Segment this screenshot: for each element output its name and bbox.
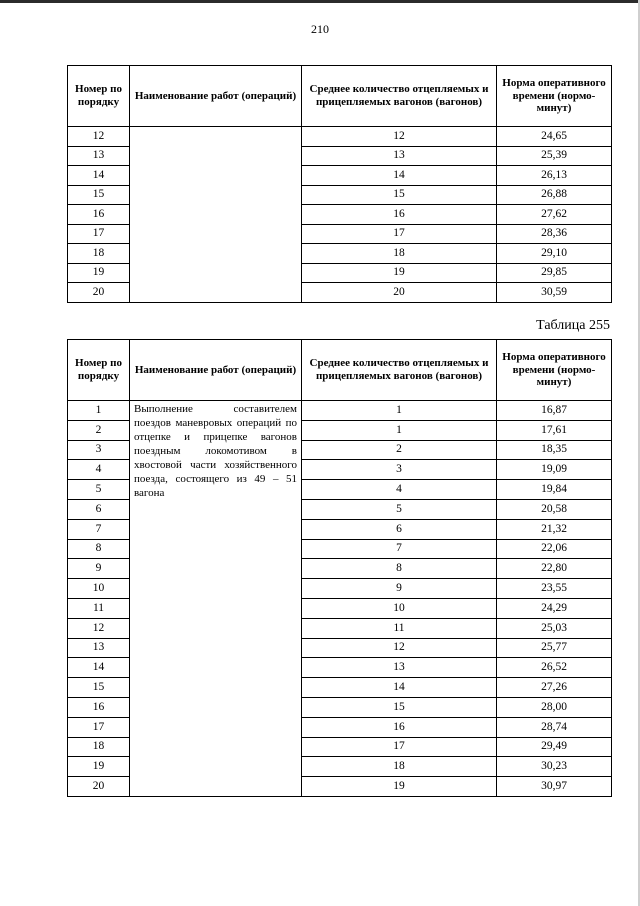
cell-avg-count: 17 (302, 224, 497, 244)
table-caption: Таблица 255 (536, 318, 610, 333)
cell-number: 20 (68, 283, 130, 303)
cell-avg-count: 13 (302, 658, 497, 678)
cell-number: 12 (68, 618, 130, 638)
header-norm: Норма оперативного времени (нормо-минут) (497, 66, 612, 127)
cell-norm-value: 23,55 (497, 579, 612, 599)
cell-avg-count: 9 (302, 579, 497, 599)
cell-norm-value: 17,61 (497, 420, 612, 440)
table-body (68, 401, 612, 797)
cell-number: 4 (68, 460, 130, 480)
cell-norm-value: 26,88 (497, 185, 612, 205)
cell-norm-value: 27,62 (497, 205, 612, 225)
cell-norm-value: 29,85 (497, 263, 612, 283)
cell-avg-count: 1 (302, 420, 497, 440)
cell-norm-value: 26,13 (497, 166, 612, 186)
cell-norm-value: 25,77 (497, 638, 612, 658)
cell-norm-value: 24,29 (497, 598, 612, 618)
cell-number: 20 (68, 777, 130, 797)
cell-number: 9 (68, 559, 130, 579)
cell-norm-value: 30,59 (497, 283, 612, 303)
cell-number: 3 (68, 440, 130, 460)
cell-avg-count: 11 (302, 618, 497, 638)
cell-work-name: Выполнение составителем поездов маневровых операций по отцепке и прицепке вагонов поездным локомотивом в хвостовой части хозяйственного поезда, состоящего из 49 – 51 вагона (130, 401, 302, 797)
cell-avg-count: 16 (302, 205, 497, 225)
cell-avg-count: 3 (302, 460, 497, 480)
cell-avg-count: 15 (302, 697, 497, 717)
cell-avg-count: 15 (302, 185, 497, 205)
cell-norm-value: 30,23 (497, 757, 612, 777)
cell-norm-value: 26,52 (497, 658, 612, 678)
cell-number: 16 (68, 697, 130, 717)
cell-number: 13 (68, 638, 130, 658)
cell-number: 10 (68, 579, 130, 599)
cell-norm-value: 30,97 (497, 777, 612, 797)
cell-number: 11 (68, 598, 130, 618)
cell-number: 6 (68, 499, 130, 519)
table-row (68, 127, 612, 147)
scan-top-edge (0, 0, 640, 3)
cell-avg-count: 14 (302, 166, 497, 186)
header-avg-count: Среднее количество отцепляемых и прицепляемых вагонов (вагонов) (302, 340, 497, 401)
header-norm: Норма оперативного времени (нормо-минут) (497, 340, 612, 401)
cell-avg-count: 8 (302, 559, 497, 579)
cell-avg-count: 4 (302, 480, 497, 500)
table-header-row (68, 340, 612, 401)
cell-number: 13 (68, 146, 130, 166)
cell-number: 17 (68, 224, 130, 244)
cell-avg-count: 17 (302, 737, 497, 757)
cell-avg-count: 18 (302, 757, 497, 777)
cell-norm-value: 25,39 (497, 146, 612, 166)
cell-avg-count: 16 (302, 717, 497, 737)
cell-avg-count: 13 (302, 146, 497, 166)
cell-work-name (130, 127, 302, 303)
cell-number: 18 (68, 244, 130, 264)
cell-number: 12 (68, 127, 130, 147)
table-body (68, 127, 612, 303)
cell-norm-value: 16,87 (497, 401, 612, 421)
header-work-name: Наименование работ (операций) (130, 340, 302, 401)
cell-norm-value: 24,65 (497, 127, 612, 147)
cell-number: 14 (68, 166, 130, 186)
cell-avg-count: 12 (302, 638, 497, 658)
cell-number: 15 (68, 678, 130, 698)
page-number: 210 (311, 22, 329, 36)
cell-number: 2 (68, 420, 130, 440)
cell-avg-count: 12 (302, 127, 497, 147)
cell-avg-count: 18 (302, 244, 497, 264)
header-avg-count: Среднее количество отцепляемых и прицепляемых вагонов (вагонов) (302, 66, 497, 127)
cell-number: 7 (68, 519, 130, 539)
cell-norm-value: 29,10 (497, 244, 612, 264)
cell-norm-value: 18,35 (497, 440, 612, 460)
cell-norm-value: 19,09 (497, 460, 612, 480)
cell-number: 5 (68, 480, 130, 500)
cell-norm-value: 22,80 (497, 559, 612, 579)
cell-avg-count: 19 (302, 263, 497, 283)
cell-norm-value: 22,06 (497, 539, 612, 559)
cell-number: 1 (68, 401, 130, 421)
cell-number: 19 (68, 263, 130, 283)
cell-avg-count: 2 (302, 440, 497, 460)
cell-avg-count: 20 (302, 283, 497, 303)
cell-number: 16 (68, 205, 130, 225)
cell-norm-value: 29,49 (497, 737, 612, 757)
cell-norm-value: 25,03 (497, 618, 612, 638)
cell-norm-value: 21,32 (497, 519, 612, 539)
header-work-name: Наименование работ (операций) (130, 66, 302, 127)
table-header-row (68, 66, 612, 127)
cell-avg-count: 14 (302, 678, 497, 698)
cell-avg-count: 10 (302, 598, 497, 618)
cell-avg-count: 6 (302, 519, 497, 539)
cell-number: 17 (68, 717, 130, 737)
cell-avg-count: 1 (302, 401, 497, 421)
cell-number: 15 (68, 185, 130, 205)
cell-avg-count: 19 (302, 777, 497, 797)
cell-number: 18 (68, 737, 130, 757)
cell-norm-value: 27,26 (497, 678, 612, 698)
cell-avg-count: 7 (302, 539, 497, 559)
cell-number: 19 (68, 757, 130, 777)
norm-table-continued (67, 65, 612, 303)
norm-table-255 (67, 339, 612, 797)
cell-norm-value: 19,84 (497, 480, 612, 500)
header-number: Номер по порядку (68, 340, 130, 401)
cell-avg-count: 5 (302, 499, 497, 519)
cell-norm-value: 20,58 (497, 499, 612, 519)
header-number: Номер по порядку (68, 66, 130, 127)
cell-norm-value: 28,00 (497, 697, 612, 717)
table-row (68, 401, 612, 421)
cell-norm-value: 28,36 (497, 224, 612, 244)
cell-number: 14 (68, 658, 130, 678)
cell-number: 8 (68, 539, 130, 559)
cell-norm-value: 28,74 (497, 717, 612, 737)
